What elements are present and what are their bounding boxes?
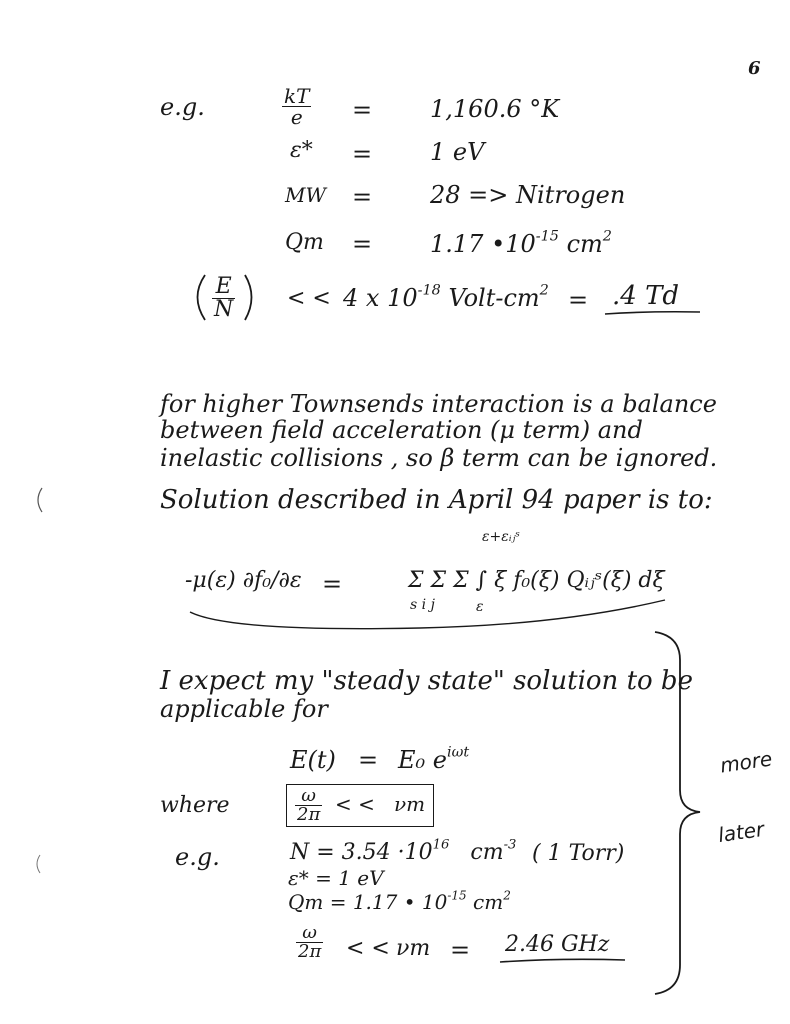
result-value: 2.46 GHz <box>505 932 610 957</box>
n-base: N = 3.54 ·10 <box>290 840 433 865</box>
integral-upper-limit: ε+εᵢⱼˢ <box>482 529 520 545</box>
much-less-1: < < <box>287 286 331 311</box>
field-exponent: iωt <box>446 744 470 761</box>
en-denominator: N <box>214 297 234 322</box>
equation-rhs: Σ Σ Σ ∫ ξ f₀(ξ) Qᵢⱼˢ(ξ) dξ <box>408 568 665 593</box>
res-numerator: ω <box>296 924 323 943</box>
qm2-exp: -15 <box>447 888 467 903</box>
n-unit-exp: -3 <box>503 837 517 853</box>
n-note: ( 1 Torr) <box>532 841 625 866</box>
n-line <box>290 837 517 865</box>
qm-line-2 <box>288 888 511 914</box>
kT-numerator: kT <box>284 84 310 108</box>
field-lhs: E(t) <box>290 746 336 774</box>
equals-2: = <box>352 140 373 168</box>
field-equals: = <box>358 746 379 774</box>
cond-denominator: 2π <box>297 804 321 825</box>
n-exp: 16 <box>432 837 450 853</box>
eg-label-1: e.g. <box>160 93 205 121</box>
kT-over-e <box>282 86 311 127</box>
en-value-exp: -18 <box>417 282 441 299</box>
en-unit-exp: 2 <box>539 282 549 299</box>
mw-value: 28 => Nitrogen <box>430 181 626 209</box>
equation-equals: = <box>322 570 343 598</box>
eg-label-2: e.g. <box>175 843 220 871</box>
kT-value: 1,160.6 °K <box>430 95 560 123</box>
qm-value-exp: -15 <box>535 228 559 245</box>
e-over-n <box>212 276 235 321</box>
para2-line1: I expect my "steady state" solution to be <box>160 666 693 696</box>
equation-lhs: -μ(ε) ∂f₀/∂ε <box>185 568 302 593</box>
qm-unit-exp: 2 <box>602 228 612 245</box>
solution-line: Solution described in April 94 paper is to: <box>160 485 713 515</box>
cond-numerator: ω <box>295 787 322 806</box>
condition-box <box>286 784 434 827</box>
qm2-unit-exp: 2 <box>503 888 511 903</box>
en-result: .4 Td <box>612 281 680 311</box>
en-value <box>343 282 549 312</box>
en-unit: Volt-cm <box>448 284 540 312</box>
mw-label: MW <box>285 183 327 207</box>
qm-value-base: 1.17 •10 <box>430 230 536 258</box>
n-unit: cm <box>470 840 504 865</box>
where-label: where <box>160 793 230 818</box>
result-mid: νm <box>396 936 431 961</box>
kT-denominator: e <box>290 105 303 129</box>
integral-lower-limit: ε <box>476 599 484 615</box>
cond-relation: < < <box>335 792 375 816</box>
en-value-base: 4 x 10 <box>343 284 418 312</box>
en-numerator: E <box>212 276 235 299</box>
eps-line-2: ε* = 1 eV <box>288 866 384 890</box>
eps-star-label: ε* <box>290 138 313 163</box>
res-denominator: 2π <box>298 941 322 962</box>
result-fraction <box>296 924 323 961</box>
qm-unit: cm <box>566 230 603 258</box>
para2-line2: applicable for <box>160 695 328 723</box>
qm2-base: Qm = 1.17 • 10 <box>288 890 448 914</box>
qm2-unit: cm <box>473 890 504 914</box>
margin-later: later <box>716 816 766 848</box>
result-relation: < < <box>346 936 390 961</box>
field-rhs <box>398 744 470 774</box>
cond-rhs: νm <box>393 792 426 816</box>
para1-line1: for higher Townsends interaction is a balance <box>160 390 717 418</box>
page-number: 6 <box>748 58 761 79</box>
equals-1: = <box>352 96 373 124</box>
qm-value <box>430 228 612 258</box>
sum-indices: s i j <box>410 597 435 613</box>
qm-label: Qm <box>285 230 324 255</box>
eps-star-value: 1 eV <box>430 138 485 166</box>
equals-4: = <box>352 230 373 258</box>
field-rhs-base: E₀ e <box>398 746 447 774</box>
para1-line3: inelastic collisions , so β term can be ignored. <box>160 444 718 472</box>
para1-line2: between field acceleration (μ term) and <box>160 416 643 444</box>
equals-5: = <box>568 286 589 314</box>
result-equals: = <box>450 936 471 964</box>
equals-3: = <box>352 183 373 211</box>
margin-more: more <box>718 746 774 778</box>
